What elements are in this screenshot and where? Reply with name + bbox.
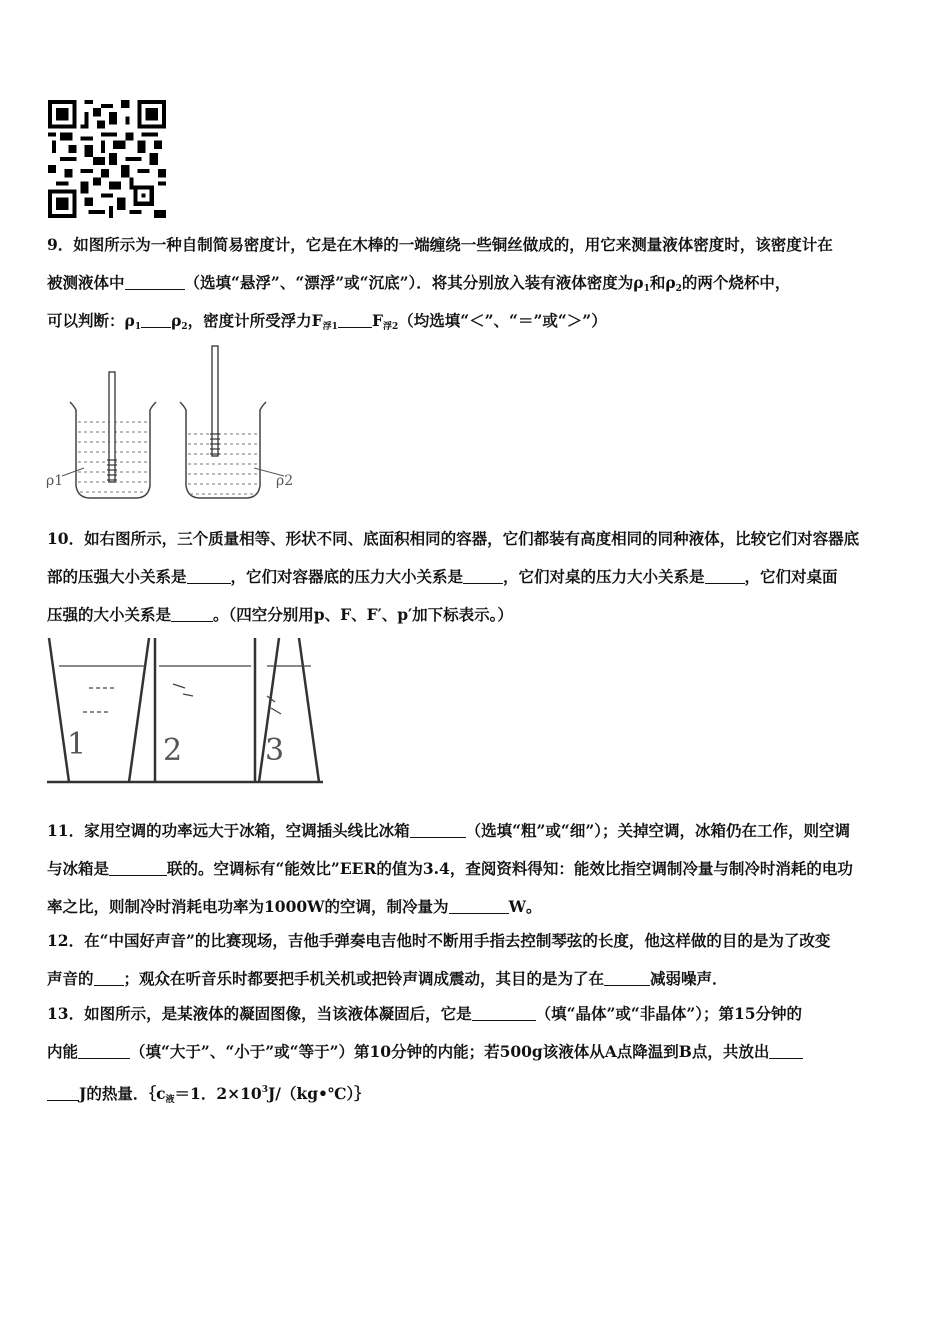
- q11-line-1: 11．家用空调的功率远大于冰箱，空调插头线比冰箱 （选填“粗”或“细”）；关掉空调，冰箱仍在工作，则空调: [47, 821, 850, 840]
- answer-blank[interactable]: [769, 1040, 803, 1059]
- answer-blank[interactable]: [47, 1082, 79, 1101]
- question-10: [47, 520, 909, 634]
- container-2-label: 2: [163, 733, 183, 768]
- q9-line-1: 9．如图所示为一种自制简易密度计，它是在木棒的一端缠绕一些铜丝做成的，用它来测量液体密度时，该密度计在: [47, 235, 833, 254]
- q9-line-3: 可以判断：$\rho_1$ $\rho_2$，密度计所受浮力$F_{浮1}$ $F_{浮2}$（均选填“＜”、“＝”或“＞”）: [47, 311, 607, 332]
- answer-blank[interactable]: [94, 967, 124, 986]
- q13-line-1: 13．如图所示，是某液体的凝固图像，当该液体凝固后，它是 （填“晶体”或“非晶体”）；第15分钟的: [47, 1004, 803, 1023]
- three-containers-figure: [45, 636, 325, 788]
- answer-blank[interactable]: [410, 819, 466, 838]
- answer-blank[interactable]: [463, 565, 503, 584]
- rho2-label: ρ2: [276, 473, 294, 489]
- container-1-label: 1: [67, 727, 87, 762]
- q11-line-2: 与冰箱是 联的。空调标有“能效比”EER的值为3.4，查阅资料得知：能效比指空调制冷量与制冷时消耗的电功: [47, 859, 853, 878]
- q10-line-3: 压强的大小关系是 。（四空分别用p、F、F′、p′加下标表示。）: [47, 605, 513, 624]
- answer-blank[interactable]: [705, 565, 745, 584]
- hydrometer-beakers-figure: [40, 340, 300, 505]
- answer-blank[interactable]: [604, 967, 650, 986]
- question-12: [47, 922, 909, 998]
- question-9: [47, 226, 909, 340]
- q13-line-3: J的热量．$\{c_液=1$．$2\times 10^3J/(kg•℃)\}$: [47, 1071, 909, 1109]
- question-11: [47, 812, 909, 926]
- q11-line-3: 率之比，则制冷时消耗电功率为1000W的空调，制冷量为 W。: [47, 897, 542, 916]
- qr-code: [48, 100, 166, 218]
- q10-line-2: 部的压强大小关系是 ，它们对容器底的压力大小关系是 ，它们对桌的压力大小关系是 ，它们对桌面: [47, 567, 838, 586]
- answer-blank[interactable]: [472, 1002, 536, 1021]
- answer-blank[interactable]: [78, 1040, 130, 1059]
- answer-blank[interactable]: [171, 603, 213, 622]
- answer-blank[interactable]: [187, 565, 231, 584]
- answer-blank[interactable]: [449, 895, 509, 914]
- question-13: [47, 995, 909, 1109]
- answer-blank[interactable]: [141, 309, 171, 328]
- q12-line-2: 声音的 ；观众在听音乐时都要把手机关机或把铃声调成震动，其目的是为了在 减弱噪声．: [47, 969, 728, 988]
- q12-line-1: 12．在“中国好声音”的比赛现场，吉他手弹奏电吉他时不断用手指去控制琴弦的长度，他这样做的目的是为了改变: [47, 931, 831, 950]
- answer-blank[interactable]: [338, 309, 372, 328]
- q13-line-2: 内能 （填“大于”、“小于”或“等于”）第10分钟的内能；若500g该液体从A点降温到B点，共放出: [47, 1033, 909, 1071]
- answer-blank[interactable]: [109, 857, 167, 876]
- rho1-label: ρ1: [46, 473, 64, 489]
- container-3-label: 3: [265, 733, 285, 768]
- answer-blank[interactable]: [125, 271, 185, 290]
- q9-line-2: 被测液体中 （选填“悬浮”、“漂浮”或“沉底”）．将其分别放入装有液体密度为$\rho_1$和$\rho_2$的两个烧杯中，: [47, 273, 791, 294]
- q10-line-1: 10．如右图所示，三个质量相等、形状不同、底面积相同的容器，它们都装有高度相同的同种液体，比较它们对容器底: [47, 529, 860, 548]
